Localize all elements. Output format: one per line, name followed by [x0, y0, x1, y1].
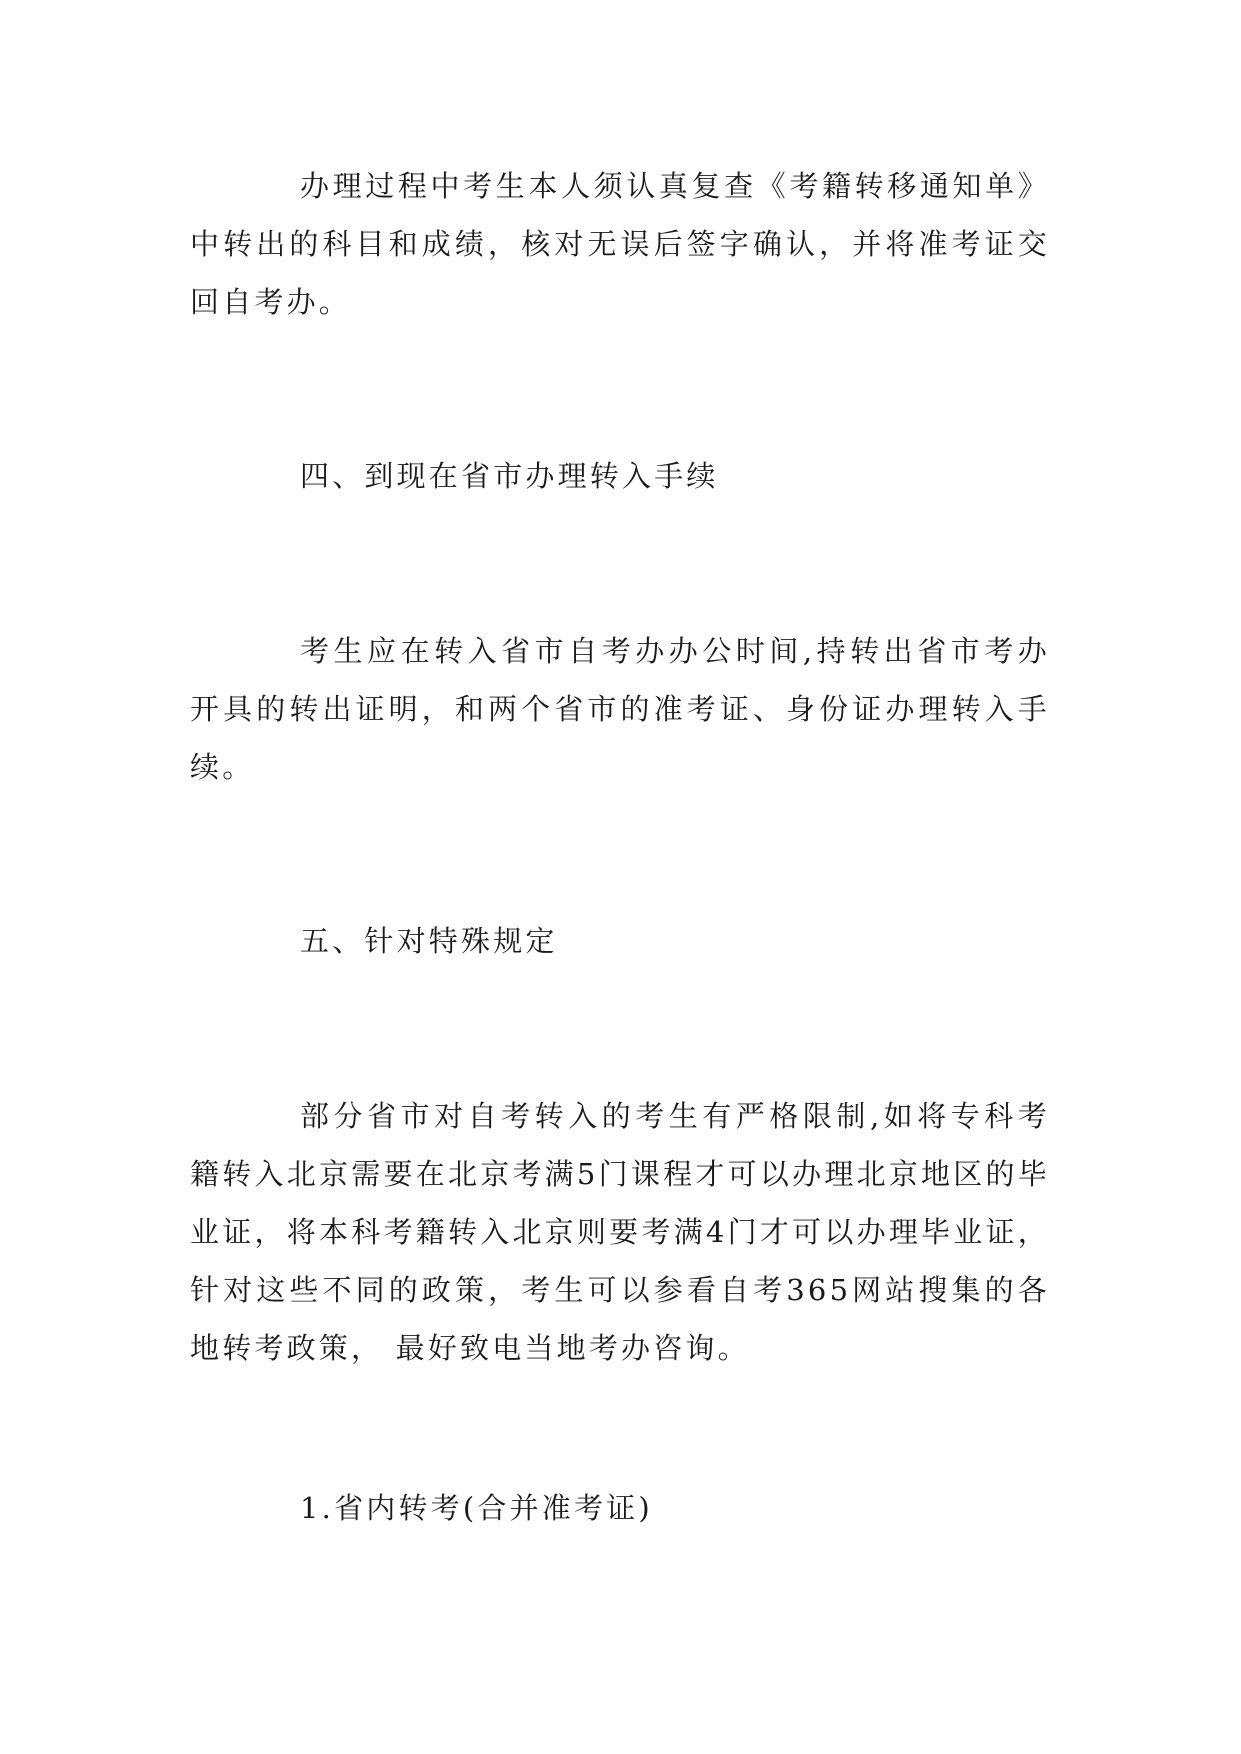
section-heading-five: 五、针对特殊规定: [300, 924, 558, 958]
subsection-heading-intra-province: 1.省内转考(合并准考证): [300, 1491, 653, 1525]
paragraph-special-regulations: 部分省市对自考转入的考生有严格限制,如将专科考籍转入北京需要在北京考满5门课程才可以办理北京地区的毕业证，将本科考籍转入北京则要考满4门才可以办理毕业证，针对这些不同的政策，考生可以参看自考365网站搜集的各地转考政策， 最好致电当地考办咨询。: [190, 1099, 1050, 1365]
section-heading-four: 四、到现在省市办理转入手续: [300, 459, 719, 493]
paragraph-verify-transfer-notice: 办理过程中考生本人须认真复查《考籍转移通知单》中转出的科目和成绩，核对无误后签字确认，并将准考证交回自考办。: [190, 169, 1050, 319]
paragraph-transfer-in-procedure: 考生应在转入省市自考办办公时间,持转出省市考办开具的转出证明，和两个省市的准考证、身份证办理转入手续。: [190, 634, 1050, 784]
